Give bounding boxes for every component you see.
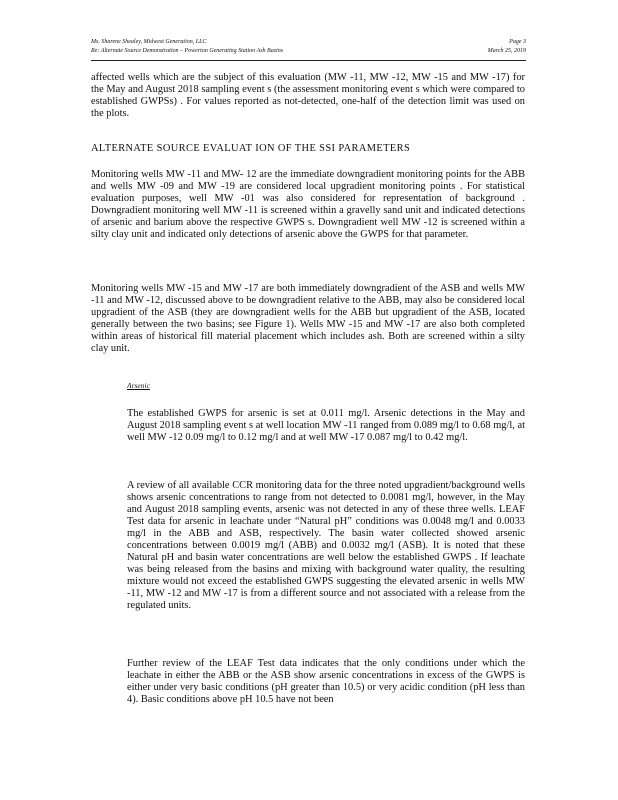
addressee: Ms. Sharene Shealey, Midwest Generation, LLC [91, 39, 207, 45]
letter-header-line-1 [91, 39, 526, 45]
intro-paragraph: affected wells which are the subject of this evaluation (MW -11, MW -12, MW -15 and MW -17) for the May and August 2018 sampling event s (the assessment monitoring event s which were compared to established GWPSs) . For values reported as not-detected, one-half of the detection limit was used on the plots. [91, 72, 525, 119]
paragraph-abb-wells: Monitoring wells MW -11 and MW- 12 are the immediate downgradient monitoring points for the ABB and wells MW -09 and MW -19 are considered local upgradient monitoring points . For statistical evaluation purposes, well MW -01 was also considered for representation of background . Downgradient monitoring well MW -11 is screened within a gravelly sand unit and indicated detections of arsenic and barium above the respective GWPS s. Downgradient well MW -12 is screened within a silty clay unit and indicated only detections of arsenic above the GWPS for that parameter. [91, 169, 525, 240]
letter-date: March 25, 2019 [487, 48, 526, 54]
letter-header-line-2 [91, 48, 526, 54]
arsenic-paragraph-2: A review of all available CCR monitoring data for the three noted upgradient/background wells shows arsenic concentrations to range from not detected to 0.0081 mg/l, however, in the May and August 2018 sampling events, arsenic was not detected in any of these three wells. LEAF Test data for arsenic in leachate under “Natural pH” conditions was 0.0048 mg/l and 0.0033 mg/l in the ABB and ASB, respectively. The basin water collected showed arsenic concentrations between 0.0019 mg/l (ABB) and 0.0032 mg/l (ASB). It is noted that these Natural pH and basin water concentrations are well below the established GWPS . If leachate was being released from the basins and mixing with background water quality, the resulting mixture would not exceed the established GWPS suggesting the elevated arsenic in wells MW -11, MW -12 and MW -17 is from a different source and not associated with a release from the regulated units. [127, 480, 525, 611]
page-number: Page 3 [509, 39, 526, 45]
arsenic-paragraph-3: Further review of the LEAF Test data indicates that the only conditions under which the leachate in either the ABB or the ASB show arsenic concentrations in excess of the GWPS is either under very basic conditions (pH greater than 10.5) or very acidic condition (pH less than 4). Basic conditions above pH 10.5 have not been [127, 658, 525, 705]
section-title: ALTERNATE SOURCE EVALUAT ION OF THE SSI PARAMETERS [91, 143, 411, 154]
subject-line: Re: Alternate Source Demonstration – Powerton Generating Station Ash Basins [91, 48, 284, 54]
arsenic-paragraph-1: The established GWPS for arsenic is set at 0.011 mg/l. Arsenic detections in the May and August 2018 sampling event s at well location MW -11 ranged from 0.089 mg/l to 0.68 mg/l, at well MW -12 0.09 mg/l to 0.12 mg/l and at well MW -17 0.087 mg/l to 0.42 mg/l. [127, 408, 525, 443]
header-rule [91, 60, 526, 61]
paragraph-asb-wells: Monitoring wells MW -15 and MW -17 are both immediately downgradient of the ASB and wells MW -11 and MW -12, discussed above to be downgradient relative to the ABB, may also be considered local upgradient of the ASB (they are downgradient wells for the ABB but upgradient of the ASB, located generally between the two basins; see Figure 1). Wells MW -15 and MW -17 are also both completed within areas of historical fill material placement which includes ash. Both are screened within a silty clay unit. [91, 283, 525, 354]
arsenic-heading: Arsenic [127, 381, 150, 390]
